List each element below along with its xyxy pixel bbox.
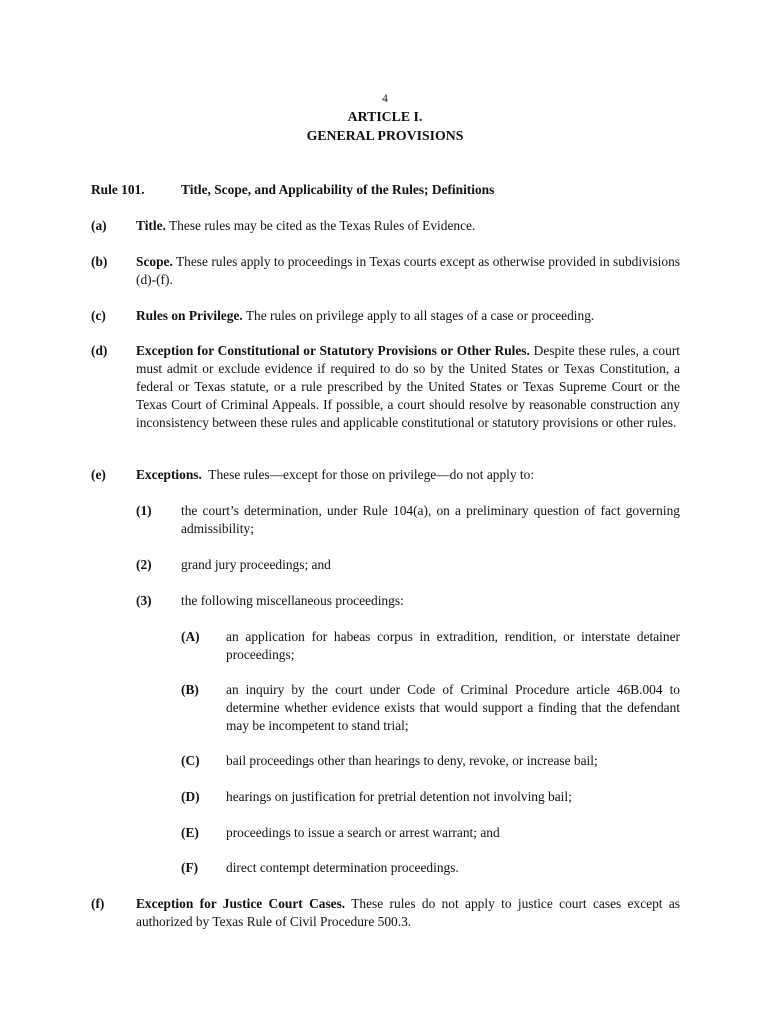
subdivision-heading: Rules on Privilege. (136, 308, 243, 323)
subitem-label: (A) (181, 629, 200, 644)
subitem-text: hearings on justification for pretrial detention not involving bail; (226, 789, 572, 804)
subdivision-label: (a) (91, 218, 107, 233)
subdivision-body: Despite these rules, a court must admit or exclude evidence if required to do so by the United States or Texas Constitution, a federal or Texas statute, or a rule prescribed by the United States or Texas Supreme Court or the Texas Court of Criminal Appeals. If possible, a court should resolve by reasonable construction any inconsistency between these rules and applicable constitutional or statutory provisions or other rules. (136, 343, 680, 430)
subdivision-text (136, 253, 680, 289)
subitem-label: (D) (181, 789, 200, 804)
subdivision-text (136, 217, 680, 235)
subdivision-text (136, 307, 680, 325)
subdivision-body: These rules do not apply to justice court cases except as authorized by Texas Rule of Civil Procedure 500.3. (136, 896, 680, 929)
item-label: (1) (136, 503, 152, 518)
subdivision-heading: Exception for Justice Court Cases. (136, 896, 346, 911)
subitem-label: (B) (181, 682, 199, 697)
item-text: the court’s determination, under Rule 104(a), on a preliminary question of fact governing admissibility; (181, 503, 680, 536)
subdivision-body: These rules may be cited as the Texas Rules of Evidence. (165, 218, 476, 233)
subdivision-label: (c) (91, 308, 106, 323)
subitem-label: (F) (181, 860, 199, 875)
subdivision-heading: Title. (136, 218, 166, 233)
subdivision-heading: Scope. (136, 254, 173, 269)
subitem-text: proceedings to issue a search or arrest warrant; and (226, 825, 500, 840)
subitem-text: bail proceedings other than hearings to deny, revoke, or increase bail; (226, 753, 598, 768)
subdivision-heading: Exceptions. (136, 467, 202, 482)
subdivision-label: (b) (91, 254, 108, 269)
subdivision-text (136, 342, 680, 432)
subitem-label: (C) (181, 753, 200, 768)
subitem-text: an application for habeas corpus in extradition, rendition, or interstate detainer proceedings; (226, 629, 680, 662)
article-number: ARTICLE I. (347, 109, 423, 124)
subdivision-label: (d) (91, 343, 108, 358)
rule-number: Rule 101. (91, 182, 145, 197)
item-label: (3) (136, 593, 152, 608)
subitem-label: (E) (181, 825, 199, 840)
rule-title: Title, Scope, and Applicability of the Rules; Definitions (181, 182, 495, 197)
item-label: (2) (136, 557, 152, 572)
subdivision-label: (f) (91, 896, 105, 911)
article-title: GENERAL PROVISIONS (306, 128, 464, 143)
item-text: grand jury proceedings; and (181, 557, 331, 572)
subdivision-body: These rules apply to proceedings in Texas courts except as otherwise provided in subdivisions (d)-(f). (136, 254, 680, 287)
subdivision-label: (e) (91, 467, 106, 482)
subdivision-text (136, 895, 680, 931)
subitem-text: direct contempt determination proceedings. (226, 860, 459, 875)
item-text: the following miscellaneous proceedings: (181, 593, 404, 608)
subitem-text: an inquiry by the court under Code of Criminal Procedure article 46B.004 to determine whether evidence exists that would support a finding that the defendant may be incompetent to stand trial; (226, 682, 680, 733)
subdivision-body: These rules—except for those on privilege—do not apply to: (201, 467, 535, 482)
subdivision-body: The rules on privilege apply to all stages of a case or proceeding. (242, 308, 595, 323)
subdivision-text (136, 466, 680, 484)
page-number: 4 (382, 93, 388, 105)
subdivision-heading: Exception for Constitutional or Statutory Provisions or Other Rules. (136, 343, 530, 358)
